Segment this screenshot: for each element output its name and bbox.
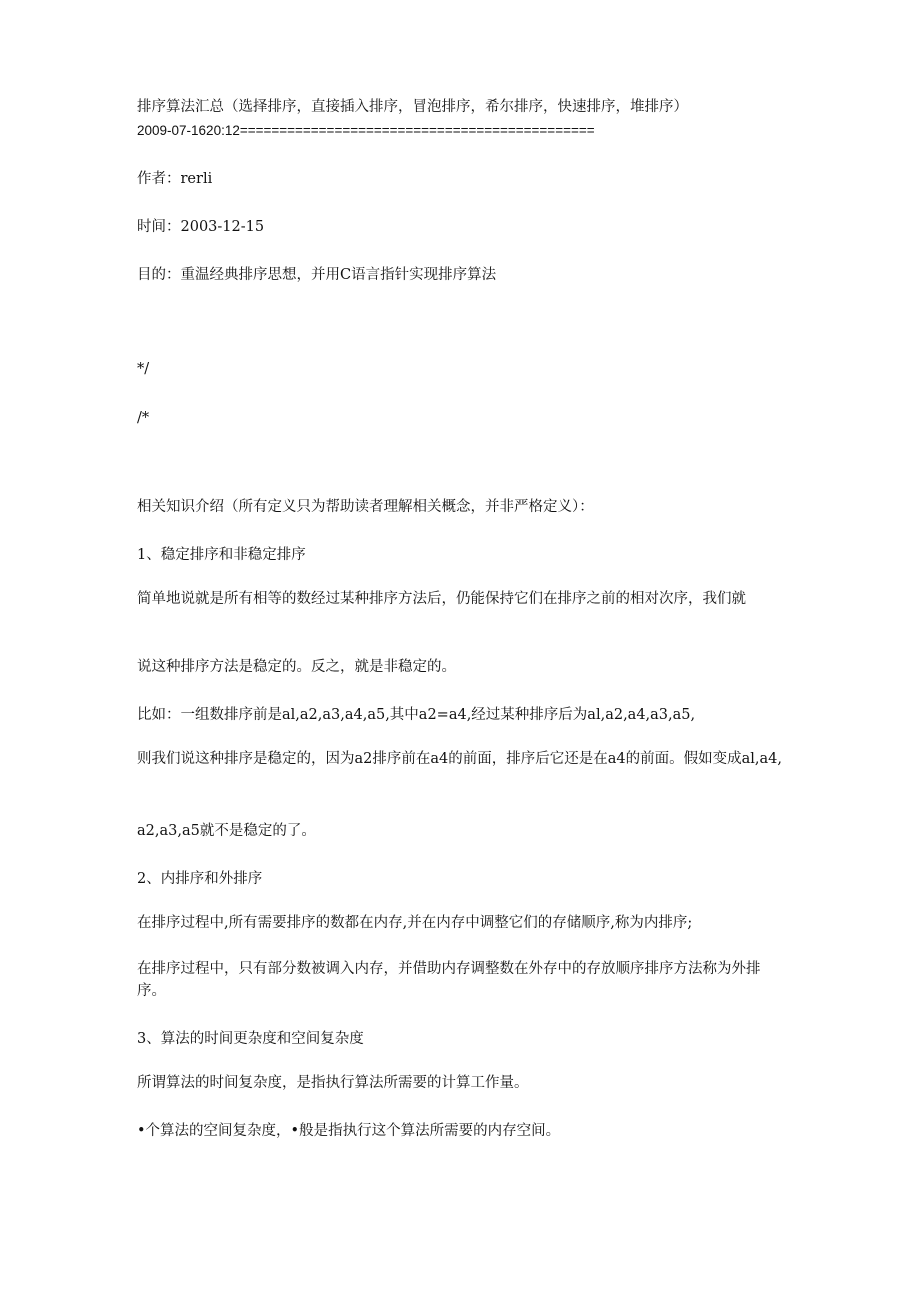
comment-start: /* <box>137 410 150 426</box>
section1-paragraph-4: 则我们说这种排序是稳定的，因为a2排序前在a4的前面，排序后它还是在a4的前面。假如变成al,a4, <box>137 751 782 767</box>
section1-paragraph-1: 简单地说就是所有相等的数经过某种排序方法后，仍能保持它们在排序之前的相对次序，我们就 <box>137 591 746 607</box>
document-title: 排序算法汇总（选择排序，直接插入排序，冒泡排序，希尔排序，快速排序，堆排序） <box>137 99 688 115</box>
section1-paragraph-2: 说这种排序方法是稳定的。反之，就是非稳定的。 <box>137 659 456 675</box>
section3-heading: 3、算法的时间更杂度和空间复杂度 <box>137 1031 364 1047</box>
purpose-line: 目的：重温经典排序思想，并用C语言指针实现排序算法 <box>137 267 497 283</box>
section3-paragraph-1: 所谓算法的时间复杂度，是指执行算法所需要的计算工作量。 <box>137 1075 529 1091</box>
section3-paragraph-2: •个算法的空间复杂度，•般是指执行这个算法所需要的内存空间。 <box>137 1123 561 1139</box>
date-line: 2009-07-1620:12============================================= <box>137 123 595 138</box>
section2-heading: 2、内排序和外排序 <box>137 871 263 887</box>
section1-paragraph-3: 比如：一组数排序前是al,a2,a3,a4,a5,其中a2=a4,经过某种排序后为al,a2,a4,a3,a5, <box>137 707 696 723</box>
author-line: 作者：rerli <box>137 171 213 187</box>
section1-heading: 1、稳定排序和非稳定排序 <box>137 547 306 563</box>
section1-paragraph-5: a2,a3,a5就不是稳定的了。 <box>137 823 316 839</box>
comment-end: */ <box>137 361 150 377</box>
section2-paragraph-2: 在排序过程中，只有部分数被调入内存，并借助内存调整数在外存中的存放顺序排序方法称为外排序。 <box>137 961 761 999</box>
time-line: 时间：2003-12-15 <box>137 219 265 235</box>
intro-line: 相关知识介绍（所有定义只为帮助读者理解相关概念，并非严格定义）： <box>137 499 594 515</box>
section2-paragraph-1: 在排序过程中,所有需要排序的数都在内存,并在内存中调整它们的存储顺序,称为内排序; <box>137 915 693 931</box>
